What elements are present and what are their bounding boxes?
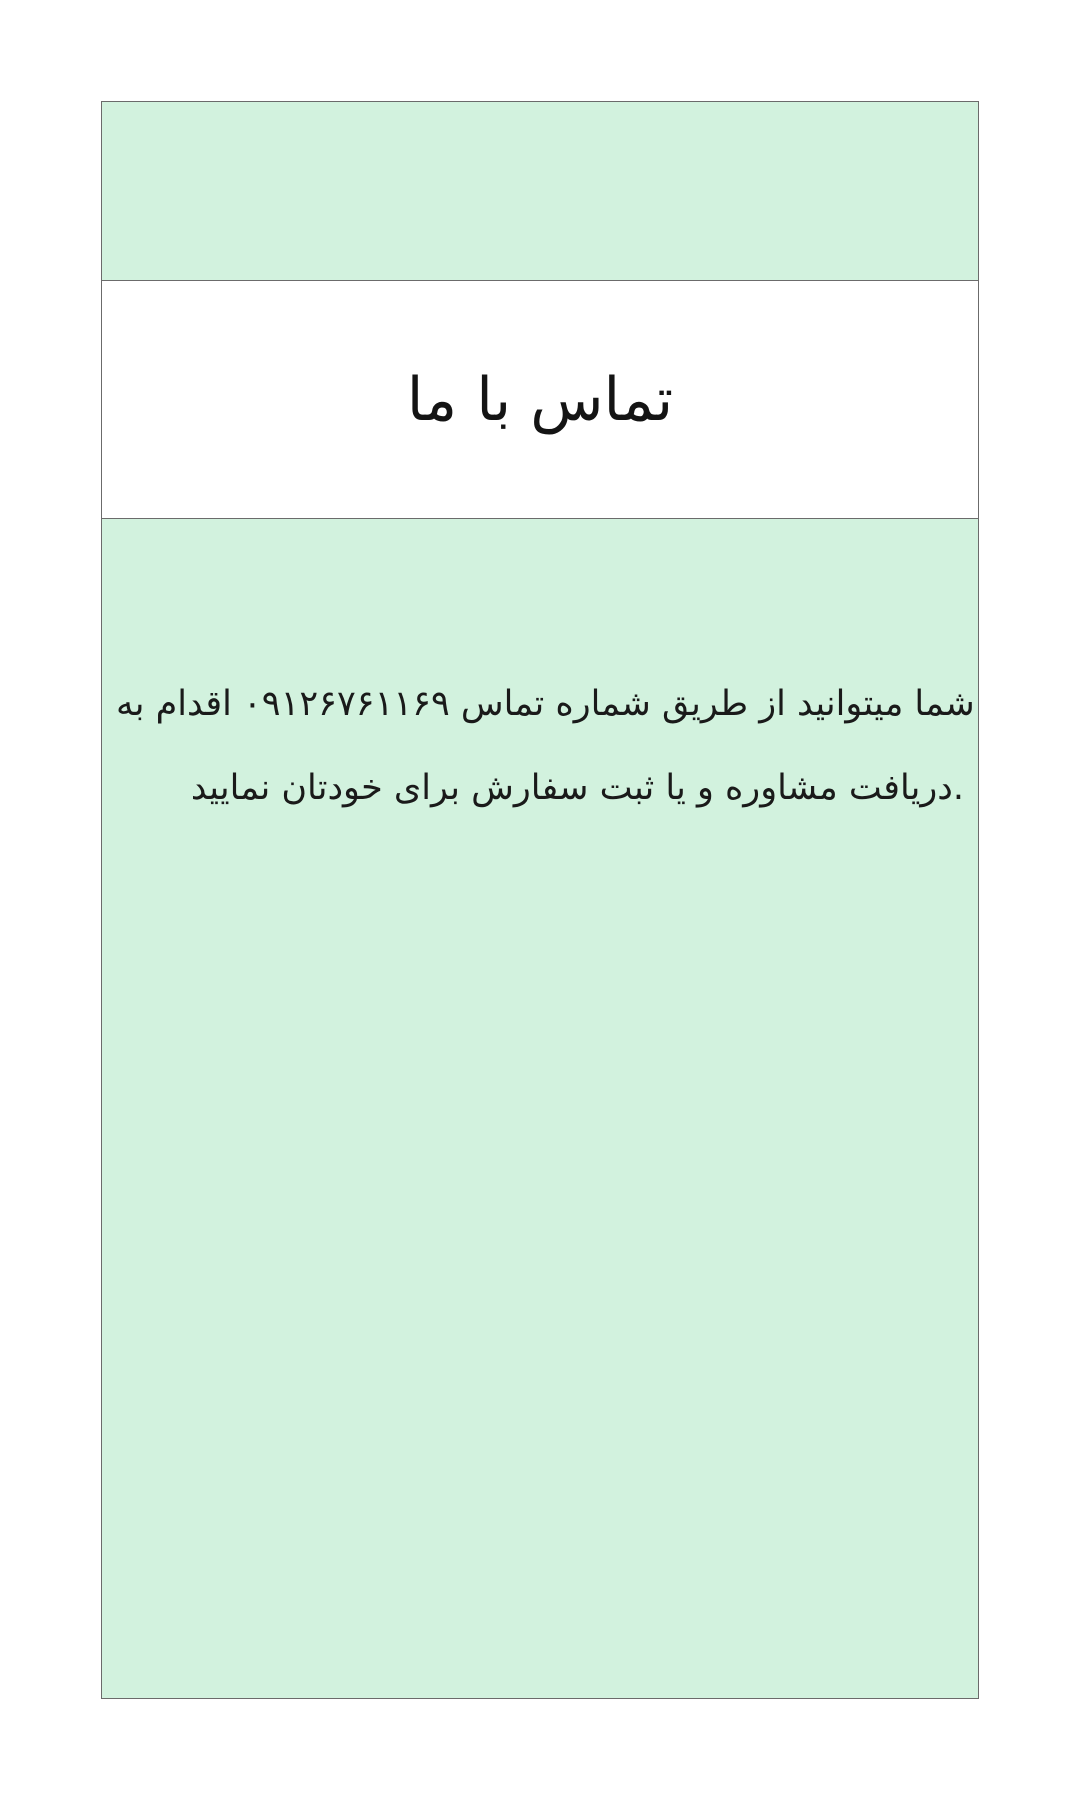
- header-band: [102, 102, 978, 280]
- contact-line-2: دریافت مشاوره و یا ثبت سفارش برای خودتان نمایید.: [190, 768, 964, 808]
- title-band: [102, 280, 978, 519]
- body-band: [102, 519, 978, 1698]
- contact-card: [101, 101, 979, 1699]
- page-title: تماس با ما: [406, 364, 674, 435]
- contact-line-1: شما میتوانید از طریق شماره تماس ۰۹۱۲۶۷۶۱۱۶۹ اقدام به: [116, 684, 975, 724]
- contact-paragraph: [116, 662, 975, 830]
